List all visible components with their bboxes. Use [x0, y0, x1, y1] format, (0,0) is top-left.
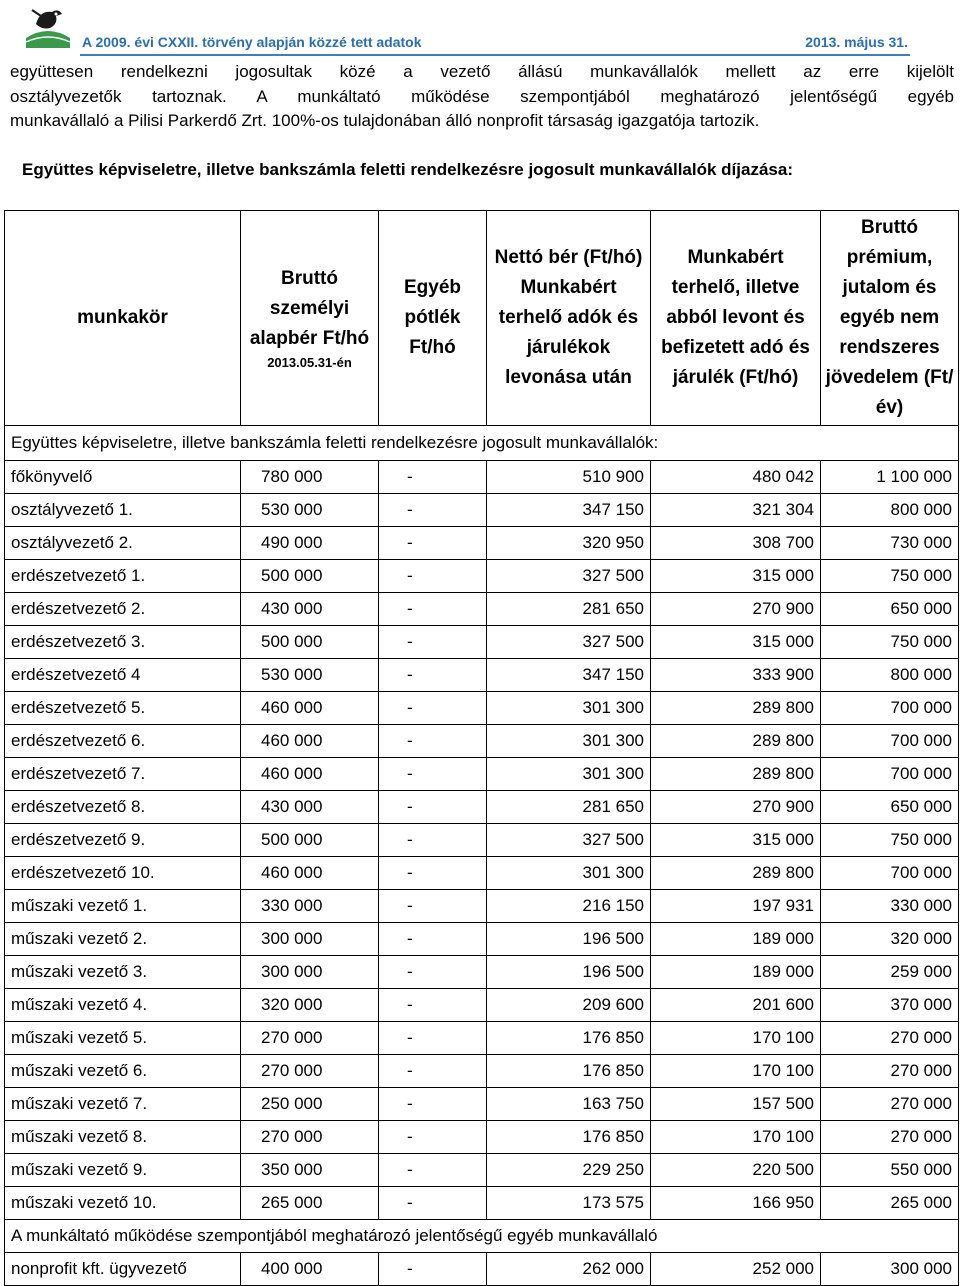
cell-egyeb-potlek: - — [379, 1121, 487, 1154]
pilisi-parkerdo-logo-icon — [22, 2, 74, 52]
cell-netto-ber: 327 500 — [487, 824, 651, 857]
cell-premium: 800 000 — [821, 659, 959, 692]
cell-egyeb-potlek: - — [379, 659, 487, 692]
cell-netto-ber: 327 500 — [487, 560, 651, 593]
cell-netto-ber: 173 575 — [487, 1187, 651, 1220]
table-row — [5, 758, 959, 791]
group-label: A munkáltató működése szempontjából meghatározó jelentőségű egyéb munkavállaló — [5, 1220, 959, 1253]
table-row — [5, 1121, 959, 1154]
cell-ado-jarulek: 201 600 — [651, 989, 821, 1022]
cell-munkakor: erdészetvezető 5. — [5, 692, 241, 725]
cell-netto-ber: 262 000 — [487, 1253, 651, 1286]
table-row — [5, 527, 959, 560]
cell-premium: 270 000 — [821, 1022, 959, 1055]
header-ado-jarulek: Munkabért terhelő, illetve abból levont és befizetett adó és járulék (Ft/hó) — [651, 211, 821, 426]
cell-munkakor: nonprofit kft. ügyvezető — [5, 1253, 241, 1286]
table-row — [5, 461, 959, 494]
cell-munkakor: erdészetvezető 3. — [5, 626, 241, 659]
table-row — [5, 1088, 959, 1121]
cell-munkakor: műszaki vezető 1. — [5, 890, 241, 923]
cell-netto-ber: 327 500 — [487, 626, 651, 659]
cell-ado-jarulek: 333 900 — [651, 659, 821, 692]
cell-brutto-alapber: 460 000 — [241, 758, 379, 791]
cell-brutto-alapber: 270 000 — [241, 1055, 379, 1088]
cell-brutto-alapber: 500 000 — [241, 824, 379, 857]
cell-brutto-alapber: 530 000 — [241, 494, 379, 527]
group-label-row — [5, 426, 959, 461]
cell-egyeb-potlek: - — [379, 824, 487, 857]
cell-netto-ber: 176 850 — [487, 1121, 651, 1154]
cell-munkakor: osztályvezető 2. — [5, 527, 241, 560]
cell-egyeb-potlek: - — [379, 527, 487, 560]
cell-munkakor: erdészetvezető 8. — [5, 791, 241, 824]
cell-ado-jarulek: 189 000 — [651, 956, 821, 989]
cell-brutto-alapber: 350 000 — [241, 1154, 379, 1187]
salary-table — [4, 210, 959, 1286]
cell-ado-jarulek: 480 042 — [651, 461, 821, 494]
cell-egyeb-potlek: - — [379, 890, 487, 923]
cell-premium: 300 000 — [821, 1253, 959, 1286]
cell-brutto-alapber: 780 000 — [241, 461, 379, 494]
cell-netto-ber: 320 950 — [487, 527, 651, 560]
header-munkakor: munkakör — [5, 211, 241, 426]
cell-egyeb-potlek: - — [379, 494, 487, 527]
header-brutto-alapber — [241, 211, 379, 426]
cell-ado-jarulek: 197 931 — [651, 890, 821, 923]
table-row — [5, 692, 959, 725]
cell-netto-ber: 209 600 — [487, 989, 651, 1022]
cell-egyeb-potlek: - — [379, 1187, 487, 1220]
header-brutto-alapber-label: Bruttó személyi alapbér Ft/hó — [249, 268, 370, 349]
cell-ado-jarulek: 189 000 — [651, 923, 821, 956]
cell-premium: 1 100 000 — [821, 461, 959, 494]
table-row — [5, 725, 959, 758]
cell-brutto-alapber: 270 000 — [241, 1121, 379, 1154]
cell-munkakor: erdészetvezető 10. — [5, 857, 241, 890]
cell-netto-ber: 229 250 — [487, 1154, 651, 1187]
cell-premium: 330 000 — [821, 890, 959, 923]
cell-ado-jarulek: 170 100 — [651, 1022, 821, 1055]
group-label-row — [5, 1220, 959, 1253]
cell-munkakor: főkönyvelő — [5, 461, 241, 494]
section-title: Együttes képviseletre, illetve bankszámla feletti rendelkezésre jogosult munkavállalók díjazása: — [22, 160, 793, 179]
cell-egyeb-potlek: - — [379, 1154, 487, 1187]
cell-netto-ber: 176 850 — [487, 1055, 651, 1088]
cell-brutto-alapber: 500 000 — [241, 560, 379, 593]
table-row — [5, 1022, 959, 1055]
table-row — [5, 923, 959, 956]
table-row — [5, 626, 959, 659]
cell-egyeb-potlek: - — [379, 626, 487, 659]
cell-premium: 700 000 — [821, 725, 959, 758]
cell-netto-ber: 301 300 — [487, 692, 651, 725]
cell-ado-jarulek: 289 800 — [651, 692, 821, 725]
cell-premium: 700 000 — [821, 758, 959, 791]
cell-brutto-alapber: 460 000 — [241, 725, 379, 758]
cell-netto-ber: 196 500 — [487, 923, 651, 956]
cell-netto-ber: 301 300 — [487, 725, 651, 758]
cell-munkakor: műszaki vezető 6. — [5, 1055, 241, 1088]
cell-ado-jarulek: 166 950 — [651, 1187, 821, 1220]
intro-line: együttesen rendelkezni jogosultak közé a vezető állású munkavállalók mellett az erre kijelölt — [10, 62, 954, 81]
cell-premium: 750 000 — [821, 824, 959, 857]
table-row — [5, 1055, 959, 1088]
cell-brutto-alapber: 490 000 — [241, 527, 379, 560]
cell-egyeb-potlek: - — [379, 923, 487, 956]
cell-egyeb-potlek: - — [379, 725, 487, 758]
cell-egyeb-potlek: - — [379, 1088, 487, 1121]
cell-ado-jarulek: 270 900 — [651, 791, 821, 824]
cell-premium: 730 000 — [821, 527, 959, 560]
cell-brutto-alapber: 330 000 — [241, 890, 379, 923]
cell-munkakor: műszaki vezető 2. — [5, 923, 241, 956]
cell-munkakor: műszaki vezető 9. — [5, 1154, 241, 1187]
table-row — [5, 824, 959, 857]
cell-egyeb-potlek: - — [379, 1253, 487, 1286]
cell-munkakor: erdészetvezető 9. — [5, 824, 241, 857]
cell-premium: 700 000 — [821, 692, 959, 725]
table-row — [5, 857, 959, 890]
cell-ado-jarulek: 315 000 — [651, 824, 821, 857]
cell-netto-ber: 196 500 — [487, 956, 651, 989]
cell-egyeb-potlek: - — [379, 758, 487, 791]
cell-ado-jarulek: 252 000 — [651, 1253, 821, 1286]
cell-brutto-alapber: 500 000 — [241, 626, 379, 659]
table-row — [5, 560, 959, 593]
intro-line: munkavállaló a Pilisi Parkerdő Zrt. 100%-os tulajdonában álló nonprofit társaság igazgatója tartozik. — [10, 111, 760, 130]
cell-brutto-alapber: 270 000 — [241, 1022, 379, 1055]
cell-netto-ber: 347 150 — [487, 659, 651, 692]
cell-brutto-alapber: 430 000 — [241, 791, 379, 824]
header-title: A 2009. évi CXXII. törvény alapján közzé tett adatok — [82, 34, 422, 50]
cell-egyeb-potlek: - — [379, 791, 487, 824]
cell-netto-ber: 347 150 — [487, 494, 651, 527]
cell-netto-ber: 281 650 — [487, 593, 651, 626]
cell-ado-jarulek: 220 500 — [651, 1154, 821, 1187]
table-row — [5, 989, 959, 1022]
header-netto-ber: Nettó bér (Ft/hó) Munkabért terhelő adók és járulékok levonása után — [487, 211, 651, 426]
header-rule — [80, 54, 910, 56]
cell-egyeb-potlek: - — [379, 857, 487, 890]
cell-ado-jarulek: 321 304 — [651, 494, 821, 527]
cell-netto-ber: 176 850 — [487, 1022, 651, 1055]
cell-munkakor: műszaki vezető 7. — [5, 1088, 241, 1121]
cell-premium: 650 000 — [821, 593, 959, 626]
table-row — [5, 890, 959, 923]
cell-premium: 370 000 — [821, 989, 959, 1022]
cell-netto-ber: 301 300 — [487, 758, 651, 791]
cell-egyeb-potlek: - — [379, 989, 487, 1022]
cell-netto-ber: 301 300 — [487, 857, 651, 890]
cell-premium: 750 000 — [821, 626, 959, 659]
cell-ado-jarulek: 170 100 — [651, 1055, 821, 1088]
cell-munkakor: műszaki vezető 4. — [5, 989, 241, 1022]
cell-premium: 259 000 — [821, 956, 959, 989]
cell-ado-jarulek: 315 000 — [651, 626, 821, 659]
cell-premium: 270 000 — [821, 1055, 959, 1088]
table-row — [5, 659, 959, 692]
cell-brutto-alapber: 300 000 — [241, 956, 379, 989]
cell-netto-ber: 281 650 — [487, 791, 651, 824]
cell-brutto-alapber: 400 000 — [241, 1253, 379, 1286]
cell-brutto-alapber: 460 000 — [241, 692, 379, 725]
cell-brutto-alapber: 300 000 — [241, 923, 379, 956]
table-row — [5, 956, 959, 989]
cell-premium: 700 000 — [821, 857, 959, 890]
table-row — [5, 791, 959, 824]
cell-netto-ber: 510 900 — [487, 461, 651, 494]
cell-egyeb-potlek: - — [379, 461, 487, 494]
cell-egyeb-potlek: - — [379, 1022, 487, 1055]
table-row — [5, 593, 959, 626]
cell-egyeb-potlek: - — [379, 1055, 487, 1088]
cell-munkakor: erdészetvezető 7. — [5, 758, 241, 791]
table-row — [5, 1253, 959, 1286]
cell-munkakor: műszaki vezető 3. — [5, 956, 241, 989]
cell-brutto-alapber: 250 000 — [241, 1088, 379, 1121]
cell-premium: 270 000 — [821, 1088, 959, 1121]
cell-munkakor: műszaki vezető 8. — [5, 1121, 241, 1154]
cell-munkakor: osztályvezető 1. — [5, 494, 241, 527]
cell-egyeb-potlek: - — [379, 692, 487, 725]
cell-brutto-alapber: 460 000 — [241, 857, 379, 890]
cell-brutto-alapber: 530 000 — [241, 659, 379, 692]
table-row — [5, 494, 959, 527]
header-egyeb-potlek: Egyéb pótlék Ft/hó — [379, 211, 487, 426]
cell-egyeb-potlek: - — [379, 956, 487, 989]
cell-premium: 320 000 — [821, 923, 959, 956]
table-header-row — [5, 211, 959, 426]
cell-premium: 750 000 — [821, 560, 959, 593]
cell-premium: 650 000 — [821, 791, 959, 824]
cell-munkakor: erdészetvezető 1. — [5, 560, 241, 593]
intro-line: osztályvezetők tartoznak. A munkáltató működése szempontjából meghatározó jelentőségű egyéb — [10, 86, 954, 106]
cell-premium: 800 000 — [821, 494, 959, 527]
cell-munkakor: erdészetvezető 4 — [5, 659, 241, 692]
group-label: Együttes képviseletre, illetve bankszámla feletti rendelkezésre jogosult munkavállalók: — [5, 426, 959, 461]
cell-brutto-alapber: 430 000 — [241, 593, 379, 626]
header-premium: Bruttó prémium, jutalom és egyéb nem rendszeres jövedelem (Ft/év) — [821, 211, 959, 426]
cell-munkakor: műszaki vezető 5. — [5, 1022, 241, 1055]
cell-premium: 550 000 — [821, 1154, 959, 1187]
page-header — [0, 0, 960, 56]
cell-ado-jarulek: 308 700 — [651, 527, 821, 560]
cell-netto-ber: 163 750 — [487, 1088, 651, 1121]
table-row — [5, 1154, 959, 1187]
cell-ado-jarulek: 289 800 — [651, 857, 821, 890]
cell-premium: 265 000 — [821, 1187, 959, 1220]
intro-paragraph — [10, 60, 954, 134]
table-row — [5, 1187, 959, 1220]
cell-brutto-alapber: 265 000 — [241, 1187, 379, 1220]
cell-ado-jarulek: 170 100 — [651, 1121, 821, 1154]
cell-egyeb-potlek: - — [379, 593, 487, 626]
cell-munkakor: erdészetvezető 6. — [5, 725, 241, 758]
header-date-note: 2013.05.31-én — [267, 355, 352, 370]
cell-ado-jarulek: 157 500 — [651, 1088, 821, 1121]
cell-premium: 270 000 — [821, 1121, 959, 1154]
cell-munkakor: műszaki vezető 10. — [5, 1187, 241, 1220]
cell-brutto-alapber: 320 000 — [241, 989, 379, 1022]
cell-ado-jarulek: 270 900 — [651, 593, 821, 626]
cell-netto-ber: 216 150 — [487, 890, 651, 923]
cell-ado-jarulek: 289 800 — [651, 725, 821, 758]
cell-egyeb-potlek: - — [379, 560, 487, 593]
cell-munkakor: erdészetvezető 2. — [5, 593, 241, 626]
header-date: 2013. május 31. — [805, 34, 908, 50]
cell-ado-jarulek: 315 000 — [651, 560, 821, 593]
cell-ado-jarulek: 289 800 — [651, 758, 821, 791]
